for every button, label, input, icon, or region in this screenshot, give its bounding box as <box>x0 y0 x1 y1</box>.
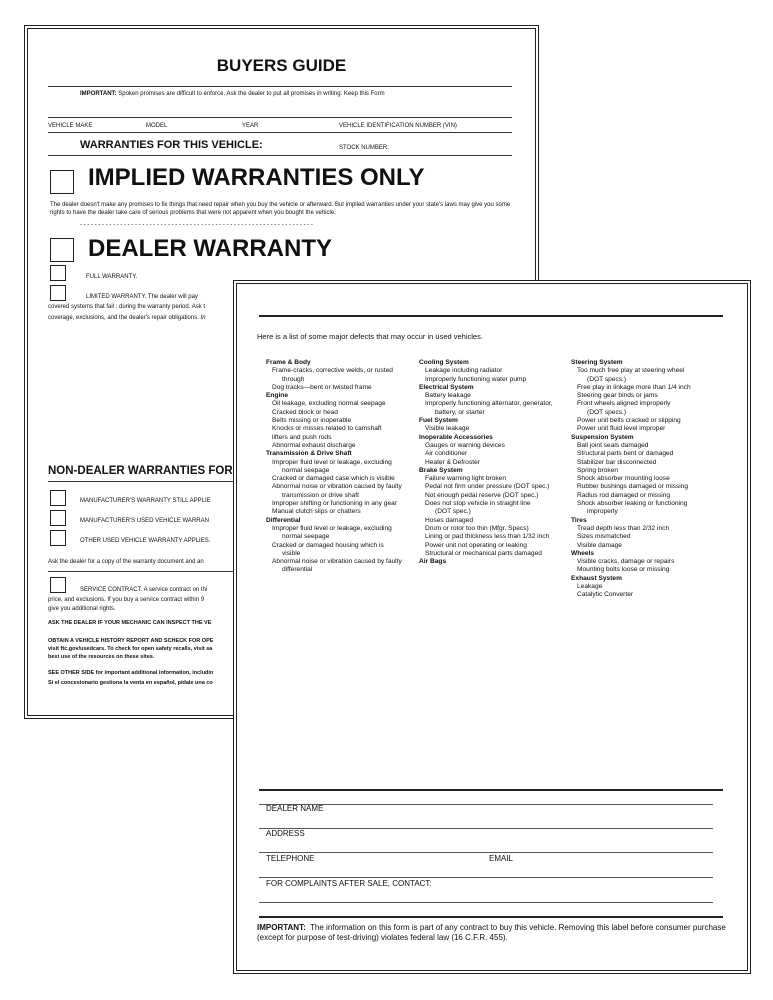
implied-warranties-heading: IMPLIED WARRANTIES ONLY <box>88 164 425 191</box>
defect-item: Power unit belts cracked or slipping <box>577 417 681 425</box>
defect-category: Frame & Body <box>266 359 311 366</box>
obtain-history-line3: best use of the resources on these sites. <box>48 654 155 660</box>
defect-item: Ball joint seals damaged <box>577 441 649 449</box>
defect-item: visible <box>282 549 301 557</box>
defect-category: Tires <box>571 516 587 524</box>
defect-item: Power unit not operating or leaking <box>425 541 527 549</box>
defect-item: Structural parts bent or damaged <box>577 450 674 458</box>
defect-item: Cracked or damaged case which is visible <box>272 475 395 483</box>
defect-item: improperly <box>587 508 618 516</box>
see-other-side-text: SEE OTHER SIDE for important additional information, includin <box>48 670 214 676</box>
defect-item: Frame-cracks, corrective welds, or rusted <box>272 367 393 375</box>
defect-item: Knocks or misses related to camshaft <box>272 425 382 433</box>
defect-item: Rubber bushings damaged or missing <box>577 483 689 491</box>
defect-category: Air Bags <box>419 558 447 566</box>
defect-item: (DOT spec.) <box>435 508 471 516</box>
buyers-guide-back-page <box>236 283 748 971</box>
service-contract-line2: price, and exclusions. If you buy a service contract within 9 <box>48 597 205 603</box>
defect-item: Abnormal exhaust discharge <box>272 441 356 449</box>
defect-item: Mounting bolts loose or missing <box>577 566 670 574</box>
defect-category: Inoperable Accessories <box>419 433 493 441</box>
defect-category: Engine <box>266 392 288 400</box>
implied-warranties-text: The dealer doesn't make any promises to fix things that need repair when you buy the vehicle or afterward. But implied warranties under your state's laws may give you some rights to have the dealer take care of serious problems that were not apparent when you bought the vehicle. <box>50 202 511 216</box>
defect-item: Cracked block or head <box>272 408 338 416</box>
year-label: YEAR <box>242 123 259 129</box>
vehicle-make-label: VEHICLE MAKE <box>48 123 93 129</box>
defect-item: Free play in linkage more than 1/4 inch <box>577 383 691 391</box>
defect-item: Too much free play at steering wheel <box>577 367 685 375</box>
defect-item: Does not stop vehicle in straight line <box>425 500 531 508</box>
defect-item: Structural or mechanical parts damaged <box>425 549 542 557</box>
defect-item: normal seepage <box>282 533 330 541</box>
telephone-label: TELEPHONE <box>266 854 315 863</box>
defect-category: Suspension System <box>571 433 634 441</box>
defect-item: Radius rod damaged or missing <box>577 491 671 499</box>
dealer-warranty-checkbox[interactable] <box>50 238 74 262</box>
defect-item: Sizes mismatched <box>577 533 631 541</box>
spanish-text: Si el concesionario gestiona la venta en español, pídale una co <box>48 680 213 686</box>
dashed-divider: - - - - - - - - - - - - - - - - - - - - - - - - - - - - - - - - - - - - - - - - - - - - - - - - - - - - - - - - - - - - - - - - <box>80 222 313 228</box>
limited-warranty-line3: coverage, exclusions, and the dealer's repair obligations. In <box>48 315 206 321</box>
vin-label: VEHICLE IDENTIFICATION NUMBER (VIN) <box>339 123 457 129</box>
defect-item: Drum or rotor too thin (Mfgr. Specs) <box>425 524 529 532</box>
defect-item: Abnormal noise or vibration caused by faulty <box>272 558 402 566</box>
defect-item: Improper shifting or functioning in any gear <box>272 500 397 508</box>
defect-category: Exhaust System <box>571 574 622 582</box>
defect-item: Battery leakage <box>425 392 471 400</box>
full-warranty-label: FULL WARRANTY. <box>86 274 138 280</box>
defect-item: transmission or drive shaft <box>282 491 359 499</box>
defect-item: Oil leakage, excluding normal seepage <box>272 400 386 408</box>
defect-item: Manual clutch slips or chatters <box>272 508 361 516</box>
defect-item: Shock absorber leaking or functioning <box>577 500 688 508</box>
ask-mechanic-text: ASK THE DEALER IF YOUR MECHANIC CAN INSPECT THE VE <box>48 620 212 626</box>
defect-item: Catalytic Converter <box>577 591 634 599</box>
defect-item: Hoses damaged <box>425 516 474 524</box>
ask-copy-text: Ask the dealer for a copy of the warranty document and an <box>48 559 204 565</box>
defect-item: Abnormal noise or vibration caused by faulty <box>272 483 402 491</box>
important-notice: IMPORTANT: Spoken promises are difficult to enforce. Ask the dealer to put all promises in writing. Keep this Form <box>80 91 385 97</box>
defect-item: normal seepage <box>282 466 330 474</box>
service-contract-line3: give you additional rights. <box>48 606 116 612</box>
defect-item: (DOT specs.) <box>587 375 627 383</box>
non-dealer-heading: NON-DEALER WARRANTIES FOR <box>48 465 233 477</box>
mfr-used-label: MANUFACTURER'S USED VEHICLE WARRAN <box>80 518 209 524</box>
defect-item: Improper fluid level or leakage, excluding <box>272 458 392 466</box>
defect-category: Fuel System <box>419 417 458 425</box>
defect-item: Visible leakage <box>425 425 470 433</box>
defect-item: battery, or starter <box>435 408 485 416</box>
defect-item: Visible damage <box>577 541 622 549</box>
defect-item: Steering gear binds or jams <box>577 392 658 400</box>
limited-warranty-checkbox[interactable] <box>50 285 66 301</box>
full-warranty-checkbox[interactable] <box>50 265 66 281</box>
defect-item: Pedal not firm under pressure (DOT spec.) <box>425 483 550 491</box>
defect-item: Leakage including radiator <box>425 367 503 375</box>
defect-item: Cracked or damaged housing which is <box>272 541 384 549</box>
defect-item: Improperly functioning water pump <box>425 375 527 383</box>
defect-category: Brake System <box>419 466 463 474</box>
mfr-warranty-label: MANUFACTURER'S WARRANTY STILL APPLIE <box>80 498 211 504</box>
defect-item: Tread depth less than 2/32 inch <box>577 524 670 532</box>
defects-column-2 <box>419 359 571 566</box>
defect-item: Leakage <box>577 583 603 591</box>
defect-item: (DOT specs.) <box>587 408 627 416</box>
obtain-history-line1: OBTAIN A VEHICLE HISTORY REPORT AND SCHECK FOR OPE <box>48 638 214 644</box>
defect-item: Belts missing or inoperable <box>272 417 352 425</box>
limited-warranty-label: LIMITED WARRANTY. The dealer will pay <box>86 294 198 300</box>
service-contract-label: SERVICE CONTRACT. A service contract on thi <box>80 587 208 593</box>
defect-category: Steering System <box>571 359 623 366</box>
defect-item: Failure warning light broken <box>425 475 506 483</box>
warranties-heading: WARRANTIES FOR THIS VEHICLE: <box>80 139 263 151</box>
complaints-label: FOR COMPLAINTS AFTER SALE, CONTACT: <box>266 879 432 888</box>
implied-warranties-checkbox[interactable] <box>50 170 74 194</box>
dealer-name-label: DEALER NAME <box>266 804 324 813</box>
defect-category: Cooling System <box>419 359 469 366</box>
limited-warranty-line2: covered systems that fail : during the warranty period. Ask t <box>48 304 206 310</box>
defect-item: through <box>282 375 305 383</box>
defect-category: Differential <box>266 516 301 524</box>
defect-item: Heater & Defroster <box>425 458 480 466</box>
defect-item: Lining or pad thickness less than 1/32 inch <box>425 533 550 541</box>
defect-category: Wheels <box>571 549 595 557</box>
address-label: ADDRESS <box>266 829 305 838</box>
defect-category: Electrical System <box>419 383 474 391</box>
other-used-checkbox[interactable] <box>50 530 66 546</box>
defect-item: Gauges or warning devices <box>425 441 505 449</box>
email-label: EMAIL <box>489 854 514 863</box>
dealer-warranty-heading: DEALER WARRANTY <box>88 235 332 262</box>
defect-item: Improperly functioning alternator, generator, <box>425 400 553 408</box>
defect-item: Air conditioner <box>425 450 468 458</box>
defect-item: Not enough pedal reserve (DOT spec.) <box>425 491 539 499</box>
defect-category: Transmission & Drive Shaft <box>266 450 352 458</box>
defect-item: Visible cracks, damage or repairs <box>577 558 675 566</box>
mfr-warranty-checkbox[interactable] <box>50 490 66 506</box>
other-used-label: OTHER USED VEHICLE WARRANTY APPLIES. <box>80 538 211 544</box>
service-contract-checkbox[interactable] <box>50 577 66 593</box>
defect-item: Power unit fluid level improper <box>577 425 666 433</box>
model-label: MODEL <box>146 123 168 129</box>
defects-column-1 <box>266 359 416 575</box>
defect-item: Shock absorber mounting loose <box>577 475 670 483</box>
defect-item: differential <box>282 566 313 574</box>
defect-item: lifters and push rods <box>272 433 332 441</box>
mfr-used-checkbox[interactable] <box>50 510 66 526</box>
defect-item: Stabilizer bar disconnected <box>577 458 657 466</box>
defects-column-3 <box>571 359 731 600</box>
defects-intro: Here is a list of some major defects that may occur in used vehicles. <box>257 332 483 341</box>
defect-item: Improper fluid level or leakage, excluding <box>272 524 392 532</box>
obtain-history-line2: visit ftc.gov/usedcars. To check for open safety recalls, visit sa <box>48 646 213 652</box>
important-label-notice: IMPORTANT: The information on this form is part of any contract to buy this vehicle. Removing this label before consumer purchase (except for purpose of test-driving) violates federal law (16 C.F.R. 455). <box>257 923 726 942</box>
defect-item: Dog tracks—bent or twisted frame <box>272 383 372 391</box>
stock-number-label: STOCK NUMBER: <box>339 145 389 151</box>
defect-item: Front wheels aligned improperly <box>577 400 671 408</box>
defect-item: Spring broken <box>577 466 619 474</box>
page-title: BUYERS GUIDE <box>216 56 347 75</box>
